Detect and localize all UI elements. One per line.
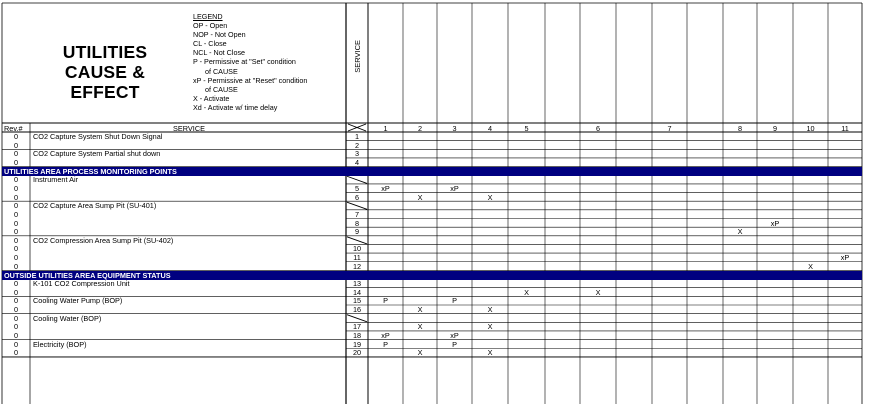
column-number: 3 [452, 123, 457, 133]
effect-mark: X [487, 348, 493, 358]
column-number: 7 [667, 123, 672, 133]
section-header-label: UTILITIES AREA PROCESS MONITORING POINTS [4, 166, 177, 176]
effect-mark: P [383, 296, 388, 306]
rev-number: 0 [13, 253, 19, 263]
cause-description: Electricity (BOP) [33, 339, 87, 349]
cause-number: 13 [352, 279, 362, 289]
section-header-label: OUTSIDE UTILITIES AREA EQUIPMENT STATUS [4, 270, 171, 280]
cause-number: 15 [352, 296, 362, 306]
effect-mark: xP [381, 330, 390, 340]
legend-item: P - Permissive at "Set" condition [193, 57, 296, 67]
rev-number: 0 [13, 209, 19, 219]
cause-number: 18 [352, 330, 362, 340]
cause-number: 12 [352, 261, 362, 271]
cause-number: 20 [352, 348, 362, 358]
rev-number: 0 [13, 339, 19, 349]
cause-number: 3 [354, 149, 360, 159]
rev-number: 0 [13, 313, 19, 323]
legend-title: LEGEND [193, 12, 223, 21]
effect-mark: X [595, 287, 601, 297]
cause-number: 19 [352, 339, 362, 349]
cause-description: Cooling Water Pump (BOP) [33, 296, 123, 306]
rev-number: 0 [13, 149, 19, 159]
cause-number: 2 [354, 140, 360, 150]
title-line-2: CAUSE & EFFECT [64, 62, 146, 102]
effect-mark: xP [450, 330, 459, 340]
effect-mark: xP [770, 218, 780, 228]
service-slash [347, 237, 367, 244]
cause-description: Cooling Water (BOP) [33, 313, 102, 323]
cause-number: 16 [352, 305, 362, 314]
legend-item: CL - Close [193, 39, 227, 49]
cause-description: Instrument Air [33, 175, 79, 185]
rev-number: 0 [13, 287, 19, 297]
legend-item: xP - Permissive at "Reset" condition [193, 75, 308, 85]
rev-number: 0 [13, 157, 19, 167]
service-header: SERVICE [173, 123, 205, 133]
effect-mark: X [417, 348, 423, 358]
cause-number: 14 [352, 287, 362, 297]
column-number: 1 [383, 123, 388, 133]
service-vertical-label: SERVICE [353, 40, 362, 73]
effect-mark: P [452, 339, 457, 349]
rev-number: 0 [13, 348, 19, 358]
column-number: 8 [737, 123, 743, 133]
column-number: 10 [806, 123, 815, 133]
column-number: 6 [595, 123, 601, 133]
effect-mark: X [487, 322, 493, 332]
rev-number: 0 [13, 322, 19, 332]
cause-description: K-101 CO2 Compression Unit [33, 279, 130, 289]
rev-number: 0 [13, 140, 19, 150]
cause-number: 7 [354, 209, 360, 219]
effect-mark: X [487, 305, 493, 314]
cause-number: 6 [354, 192, 360, 202]
rev-number: 0 [13, 183, 19, 193]
effect-mark: X [417, 192, 423, 202]
service-slash [347, 315, 367, 322]
legend-item: NOP - Not Open [193, 30, 246, 40]
effect-mark: xP [450, 183, 459, 193]
rev-number: 0 [13, 192, 19, 202]
effect-mark: xP [381, 183, 390, 193]
cause-description: CO2 Capture System Partial shut down [33, 149, 161, 159]
effect-mark: X [417, 305, 423, 314]
legend-item: of CAUSE [205, 66, 238, 76]
column-number: 2 [417, 123, 423, 133]
service-slash [347, 202, 367, 209]
rev-number: 0 [13, 235, 19, 245]
legend-item: X - Activate [193, 93, 230, 103]
rev-number: 0 [13, 132, 19, 141]
rev-number: 0 [13, 175, 19, 185]
cause-description: CO2 Capture Area Sump Pit (SU-401) [33, 201, 157, 211]
rev-number: 0 [13, 244, 19, 254]
rev-number: 0 [13, 279, 19, 289]
cause-number: 5 [354, 183, 360, 193]
effect-mark: xP [840, 253, 850, 263]
column-number: 11 [841, 123, 849, 133]
cause-number: 9 [354, 227, 360, 237]
cause-number: 4 [354, 157, 360, 167]
rev-header: Rev.# [4, 123, 23, 133]
rev-number: 0 [13, 296, 19, 306]
cause-description: CO2 Compression Area Sump Pit (SU-402) [33, 235, 174, 245]
column-number: 5 [524, 123, 529, 133]
cause-number: 10 [352, 244, 362, 254]
legend-item: NCL - Not Close [193, 48, 246, 58]
rev-number: 0 [13, 201, 19, 211]
cause-description: CO2 Capture System Shut Down Signal [33, 132, 163, 141]
title-line-1: UTILITIES [62, 42, 148, 62]
column-number: 4 [487, 123, 493, 133]
rev-number: 0 [13, 227, 19, 237]
effect-mark: X [524, 287, 529, 297]
cause-number: 17 [352, 322, 362, 332]
effect-mark: P [383, 339, 388, 349]
effect-mark: P [452, 296, 457, 306]
legend-item: OP - Open [193, 21, 228, 31]
service-slash [347, 176, 367, 183]
rev-number: 0 [13, 305, 19, 314]
cause-number: 11 [353, 253, 361, 263]
effect-mark: X [737, 227, 743, 237]
cause-number: 1 [354, 132, 360, 141]
rev-number: 0 [13, 218, 19, 228]
rev-number: 0 [13, 330, 19, 340]
legend-item: Xd - Activate w/ time delay [193, 102, 278, 112]
effect-mark: X [487, 192, 493, 202]
legend-item: of CAUSE [205, 84, 238, 94]
effect-mark: X [808, 261, 813, 271]
effect-mark: X [417, 322, 423, 332]
rev-number: 0 [13, 261, 19, 271]
column-number: 9 [772, 123, 778, 133]
cause-number: 8 [354, 218, 360, 228]
